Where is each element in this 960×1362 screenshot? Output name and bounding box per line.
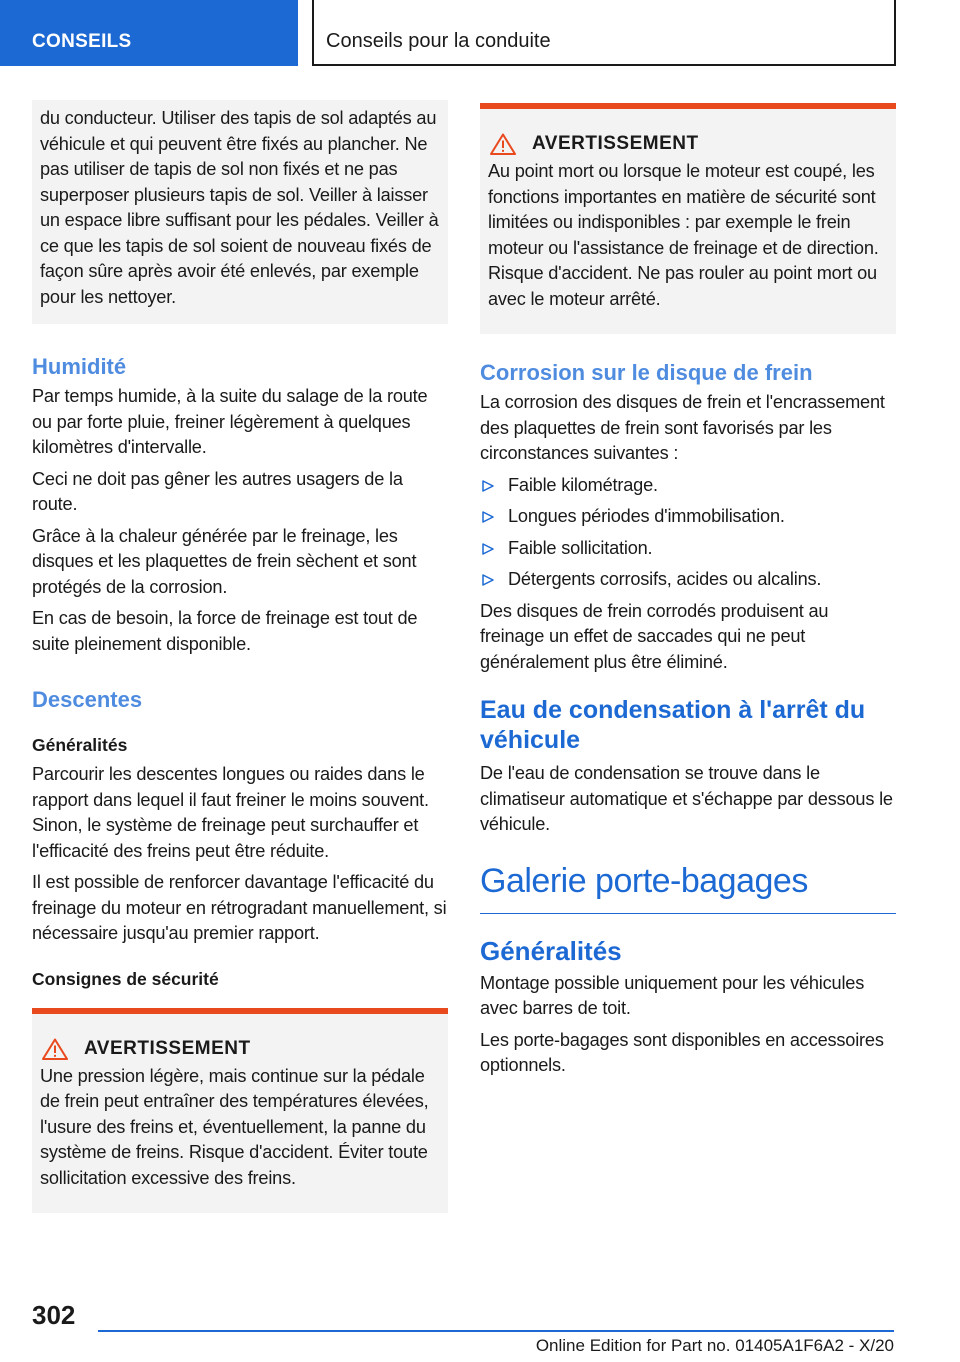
chapter-header xyxy=(312,0,896,66)
section-label: CONSEILS xyxy=(32,31,132,52)
humidite-paragraph-1: Par temps humide, à la suite du salage de la route ou par forte pluie, freiner légèrement à quelques kilomètres d'intervalle. xyxy=(32,386,428,457)
triangle-bullet-icon xyxy=(482,480,494,492)
humidite-paragraph-2: Ceci ne doit pas gêner les autres usagers de la route. xyxy=(32,468,403,514)
triangle-bullet-icon xyxy=(482,574,494,586)
triangle-bullet-icon xyxy=(482,543,494,555)
corrosion-heading: Corrosion sur le disque de frein xyxy=(480,360,813,385)
list-item: Détergents corrosifs, acides ou alcalins. xyxy=(480,567,896,593)
galerie-paragraph-2: Les porte-bagages sont disponibles en accessoires optionnels. xyxy=(480,1029,884,1075)
list-item: Faible sollicitation. xyxy=(480,536,896,562)
warning-title: AVERTISSEMENT xyxy=(84,1037,251,1059)
page-number: 302 xyxy=(32,1300,76,1330)
humidite-paragraph-4: En cas de besoin, la force de freinage est tout de suite pleinement disponible. xyxy=(32,608,418,654)
corrosion-paragraph-2: Des disques de frein corrodés produisent au freinage un effet de saccades qui ne peut généralement plus être éliminé. xyxy=(480,600,829,672)
consignes-heading: Consignes de sécurité xyxy=(32,968,219,989)
warning-text: Une pression légère, mais continue sur la pédale de frein peut entraîner des températures élevées, l'usure des freins et, éventuellement, la panne du système de freins. Risque d'accident. Éviter toute sollicitation excessive des freins. xyxy=(40,1065,429,1188)
descentes-paragraph-2: Il est possible de renforcer davantage l'efficacité du freinage du moteur en rétrogradant manuellement, si nécessaire jusqu'au premier rapport. xyxy=(32,872,447,943)
edition-text: Online Edition for Part no. 01405A1F6A2 - X/20 xyxy=(535,1336,894,1355)
left-column xyxy=(32,100,448,1213)
warning-triangle-icon xyxy=(490,133,516,155)
chapter-title: Conseils pour la conduite xyxy=(326,30,551,52)
intro-box xyxy=(32,100,448,324)
intro-text: du conducteur. Utiliser des tapis de sol adaptés au véhicule et qui peuvent être fixés au plancher. Ne pas utiliser de tapis de sol non fixés et ne pas superposer plusieurs tapis de sol. Veiller à laisser un espace libre suffisant pour les pédales. Veiller à ce que les tapis de sol soient de nouveau fixés de façon sûre après avoir été enlevés, par exemple pour les nettoyer. xyxy=(40,108,439,307)
triangle-bullet-icon xyxy=(482,511,494,523)
warning-text: Au point mort ou lorsque le moteur est coupé, les fonctions importantes en matière de sécurité sont limitées ou indisponibles : par exemple le frein moteur ou l'assistance de freinage et de direction. Risque d'accident. Ne pas rouler au point mort ou avec le moteur arrêté. xyxy=(488,161,879,309)
warning-title: AVERTISSEMENT xyxy=(532,133,699,154)
descentes-heading: Descentes xyxy=(32,687,143,712)
right-column xyxy=(480,103,896,1085)
generalites-heading: Généralités xyxy=(32,735,128,755)
galerie-paragraph-1: Montage possible uniquement pour les véhicules avec barres de toit. xyxy=(480,972,865,1018)
corrosion-list xyxy=(480,473,896,593)
list-item: Faible kilométrage. xyxy=(480,473,896,499)
condensation-heading: Eau de condensation à l'arrêt du véhicule xyxy=(480,696,866,754)
condensation-paragraph: De l'eau de condensation se trouve dans le climatiseur automatique et s'échappe par dessous le véhicule. xyxy=(480,763,893,834)
footer-divider xyxy=(98,1330,894,1332)
warning-box-brakes xyxy=(32,1008,448,1214)
galerie-generalites-heading: Généralités xyxy=(480,935,622,966)
corrosion-paragraph-1: La corrosion des disques de frein et l'encrassement des plaquettes de frein sont favorisés par les circonstances suivantes : xyxy=(480,392,885,463)
humidite-paragraph-3: Grâce à la chaleur générée par le freinage, les disques et les plaquettes de frein sèchent et sont protégés de la corrosion. xyxy=(32,525,417,597)
section-tab xyxy=(0,0,298,66)
galerie-heading: Galerie porte-bagages xyxy=(480,862,896,914)
warning-box-neutral xyxy=(480,103,896,334)
list-item: Longues périodes d'immobilisation. xyxy=(480,504,896,530)
warning-triangle-icon xyxy=(42,1038,68,1060)
descentes-paragraph-1: Parcourir les descentes longues ou raides dans le rapport dans lequel il faut freiner le moins souvent. Sinon, le système de freinage peut surchauffer et l'efficacité des freins peut être réduite. xyxy=(32,764,429,861)
humidite-heading: Humidité xyxy=(32,354,127,379)
